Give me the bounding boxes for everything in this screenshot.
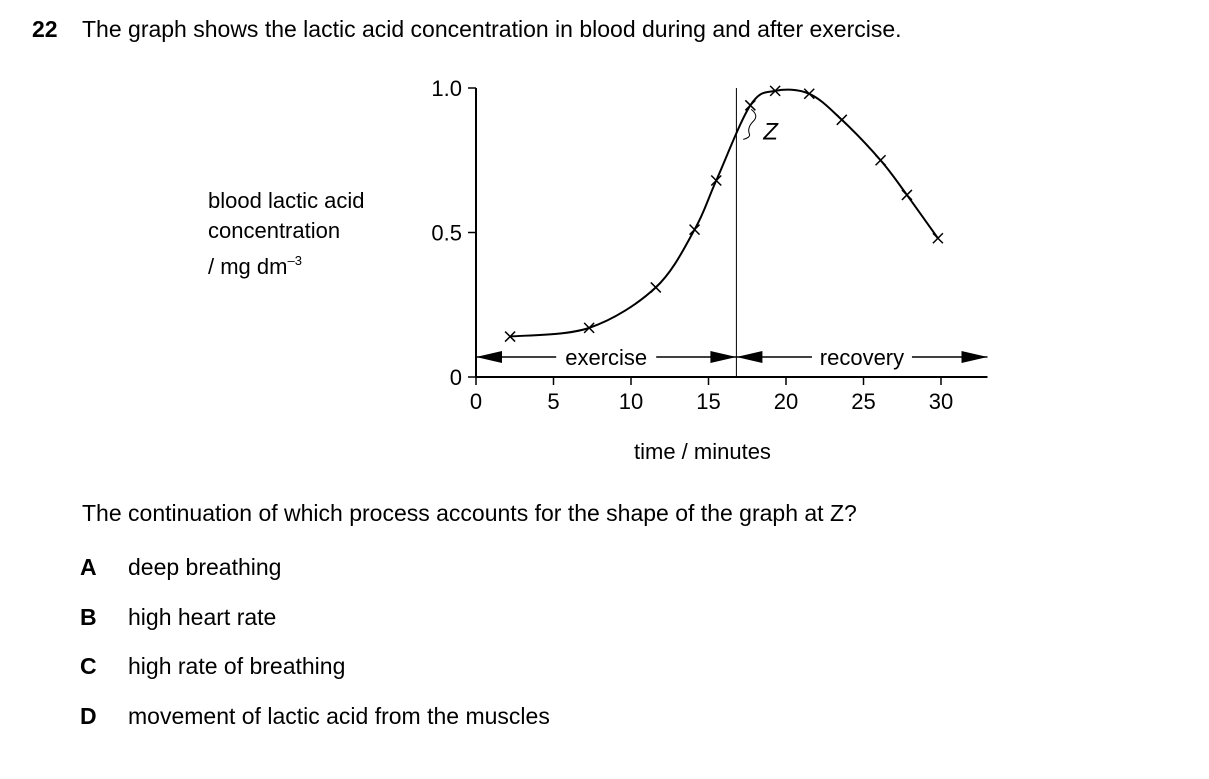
- phase-arrowhead: [736, 351, 762, 363]
- phase-arrowhead: [710, 351, 736, 363]
- y-axis-label-line1: blood lactic acid: [208, 188, 365, 213]
- x-tick-label: 30: [928, 389, 954, 414]
- x-axis-label: time / minutes: [634, 439, 771, 464]
- data-point: [876, 155, 886, 165]
- option-text: high heart rate: [128, 604, 277, 630]
- data-point: [711, 175, 721, 185]
- phase-label-recovery: recovery: [819, 345, 905, 370]
- data-point: [804, 89, 814, 99]
- option-letter: C: [80, 653, 97, 679]
- option-d[interactable]: [80, 703, 550, 730]
- data-point: [584, 323, 594, 333]
- y-tick-label: 0.5: [431, 220, 462, 246]
- y-tick-label: 0: [449, 365, 462, 390]
- option-letter: D: [80, 703, 97, 729]
- z-label: Z: [763, 118, 778, 146]
- option-letter: A: [80, 554, 97, 580]
- y-tick-label: 1.0: [431, 76, 462, 101]
- lactic-acid-curve: [510, 90, 938, 337]
- option-c[interactable]: [80, 653, 345, 680]
- z-annotation: [743, 109, 779, 145]
- option-a[interactable]: [80, 554, 281, 581]
- data-point: [745, 100, 755, 110]
- question-prompt: The continuation of which process accounts for the shape of the graph at Z?: [82, 500, 857, 526]
- phase-arrows: [476, 345, 988, 370]
- data-markers: [505, 86, 943, 342]
- question-stem: The graph shows the lactic acid concentration in blood during and after exercise.: [82, 16, 902, 42]
- x-tick-label: 10: [618, 389, 644, 414]
- x-tick-label: 0: [469, 389, 483, 414]
- x-tick-label: 25: [851, 389, 876, 414]
- x-tick-label: 5: [547, 389, 560, 414]
- data-point: [933, 233, 943, 243]
- data-point: [690, 225, 700, 235]
- data-point: [651, 282, 661, 292]
- data-point: [902, 190, 912, 200]
- x-tick-label: 20: [773, 389, 799, 414]
- option-b[interactable]: [80, 604, 276, 631]
- data-point: [837, 115, 847, 125]
- option-text: movement of lactic acid from the muscles: [128, 703, 550, 729]
- phase-arrowhead: [476, 351, 502, 363]
- y-axis-unit-exponent: –3: [287, 253, 302, 268]
- phase-arrowhead: [962, 351, 988, 363]
- question-number: 22: [32, 16, 58, 42]
- y-axis-unit-text: / mg dm: [208, 254, 288, 279]
- option-letter: B: [80, 604, 97, 630]
- phase-label-exercise: exercise: [565, 345, 648, 370]
- x-tick-label: 15: [696, 389, 721, 414]
- option-text: high rate of breathing: [128, 653, 346, 679]
- y-axis-label-line2: concentration: [208, 218, 341, 243]
- option-text: deep breathing: [128, 554, 282, 580]
